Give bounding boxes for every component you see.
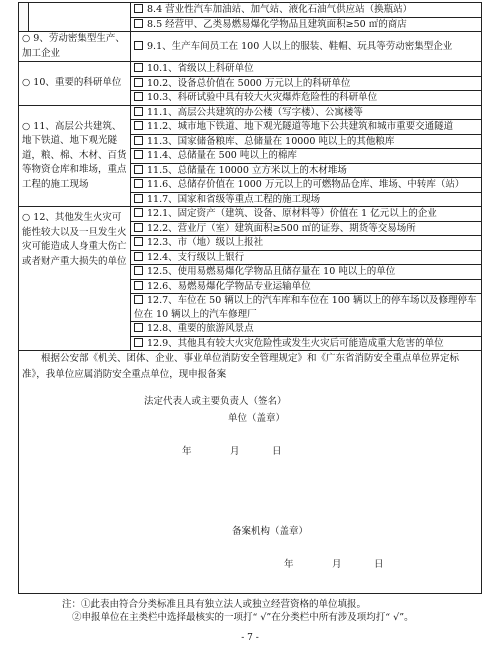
form-page: [18, 2, 482, 594]
item-12-7[interactable]: 12.7、车位在 50 辆以上的汽车库和车位在 100 辆以上的停车场以及修理停车位在 10 辆以上的汽车修理厂: [131, 294, 482, 322]
checkbox[interactable]: [134, 150, 143, 159]
unit-seal-label[interactable]: 单位（盖章）: [228, 413, 286, 424]
item-12-5[interactable]: 12.5、使用易燃易爆化学物品且储存量在 10 吨以上的单位: [131, 265, 482, 280]
date-line-1[interactable]: 年 月 日: [182, 446, 282, 457]
table-row: [19, 351, 482, 594]
checkbox[interactable]: [134, 63, 143, 72]
checkbox[interactable]: [134, 208, 143, 217]
checkbox[interactable]: [134, 194, 143, 203]
item-8-4[interactable]: 8.4 营业性汽车加油站、加气站、液化石油气供应站（换瓶站）: [131, 3, 482, 18]
category-cell-8: [29, 3, 131, 32]
checkbox[interactable]: [134, 223, 143, 232]
date-line-2[interactable]: 年 月 日: [284, 559, 384, 570]
page-number: - 7 -: [241, 633, 259, 643]
declaration-text: 根据公安部《机关、团体、企业、事业单位消防安全管理规定》和《广东省消防安全重点单位界定标准》，我单位应属消防安全重点单位，现申报备案: [22, 353, 460, 380]
item-12-4[interactable]: 12.4、支行级以上银行: [131, 250, 482, 265]
item-11-4[interactable]: 11.4、总储量在 500 吨以上的棉库: [131, 149, 482, 164]
item-12-9[interactable]: 12.9、其他具有较大火灾危险性或发生火灾后可能造成重大危害的单位: [131, 336, 482, 351]
item-11-2[interactable]: 11.2、城市地下铁道、地下观光隧道等地下公共建筑和城市重要交通隧道: [131, 120, 482, 135]
checkbox[interactable]: [134, 281, 143, 290]
checkbox[interactable]: [134, 237, 143, 246]
item-9-1[interactable]: 9.1、生产车间员工在 100 人以上的服装、鞋帽、玩具等劳动密集型企业: [131, 32, 482, 62]
category-10[interactable]: ○ 10、重要的科研单位: [19, 62, 131, 106]
item-11-3[interactable]: 11.3、国家储备粮库、总储量在 10000 吨以上的其他粮库: [131, 134, 482, 149]
item-10-3[interactable]: 10.3、科研试验中具有较大火灾爆炸危险性的科研单位: [131, 91, 482, 106]
left-margin-cell: [19, 3, 29, 32]
table-row: [19, 207, 482, 222]
table-row: [19, 105, 482, 120]
signer-label[interactable]: 法定代表人或主要负责人（签名）: [144, 396, 287, 407]
item-10-2[interactable]: 10.2、设备总价值在 5000 万元以上的科研单位: [131, 76, 482, 91]
category-9[interactable]: ○ 9、劳动密集型生产、加工企业: [19, 32, 131, 62]
checkbox[interactable]: [134, 252, 143, 261]
item-11-5[interactable]: 11.5、总储量在 10000 立方米以上的木材堆场: [131, 163, 482, 178]
signature-area: [22, 383, 478, 593]
checkbox[interactable]: [134, 266, 143, 275]
item-12-2[interactable]: 12.2、营业厅（室）建筑面积≥500 ㎡的证券、期货等交易场所: [131, 221, 482, 236]
item-12-8[interactable]: 12.8、重要的旅游风景点: [131, 322, 482, 337]
item-8-5[interactable]: 8.5 经营甲、乙类易燃易爆化学物品且建筑面积≥50 ㎡的商店: [131, 17, 482, 32]
item-11-6[interactable]: 11.6、总储存价值在 1000 万元以上的可燃物品仓库、堆场、中转库（站）: [131, 178, 482, 193]
checkbox[interactable]: [134, 179, 143, 188]
checkbox[interactable]: [134, 19, 143, 28]
checkbox[interactable]: [134, 136, 143, 145]
checkbox[interactable]: [134, 121, 143, 130]
checkbox[interactable]: [134, 41, 143, 50]
notes: [62, 599, 492, 624]
table-row: [19, 3, 482, 18]
note-1: 注：①此表由符合分类标准且具有独立法人或独立经营资格的单位填报。: [62, 599, 367, 610]
checkbox[interactable]: [134, 78, 143, 87]
category-11[interactable]: ○ 11、高层公共建筑、地下铁道、地下观光隧道，粮、棉、木材、百货等物资仓库和堆场，重点工程的施工现场: [19, 105, 131, 207]
classification-table: [18, 2, 482, 594]
category-12[interactable]: ○ 12、其他发生火灾可能性较大以及一旦发生火灾可能造成人身重大伤亡或者财产重大损失的单位: [19, 207, 131, 351]
checkbox[interactable]: [134, 323, 143, 332]
item-11-7[interactable]: 11.7、国家和省级等重点工程的施工现场: [131, 192, 482, 207]
item-12-1[interactable]: 12.1、固定资产（建筑、设备、原材料等）价值在 1 亿元以上的企业: [131, 207, 482, 222]
declaration-cell: [19, 351, 482, 594]
item-10-1[interactable]: 10.1、省级以上科研单位: [131, 62, 482, 77]
table-row: [19, 62, 482, 77]
item-12-3[interactable]: 12.3、市（地）级以上报社: [131, 236, 482, 251]
item-12-6[interactable]: 12.6、易燃易爆化学物品专业运输单位: [131, 279, 482, 294]
record-org-label[interactable]: 备案机构（盖章）: [232, 526, 309, 537]
checkbox[interactable]: [134, 338, 143, 347]
table-row: [19, 32, 482, 62]
checkbox[interactable]: [134, 165, 143, 174]
note-2: ②申报单位在主类栏中选择最核实的一项打“ √”在分类栏中所有涉及项均打“ √”。: [72, 611, 414, 623]
checkbox[interactable]: [134, 4, 143, 13]
item-11-1[interactable]: 11.1、高层公共建筑的办公楼（写字楼）、公寓楼等: [131, 105, 482, 120]
checkbox[interactable]: [134, 295, 143, 304]
checkbox[interactable]: [134, 107, 143, 116]
checkbox[interactable]: [134, 92, 143, 101]
